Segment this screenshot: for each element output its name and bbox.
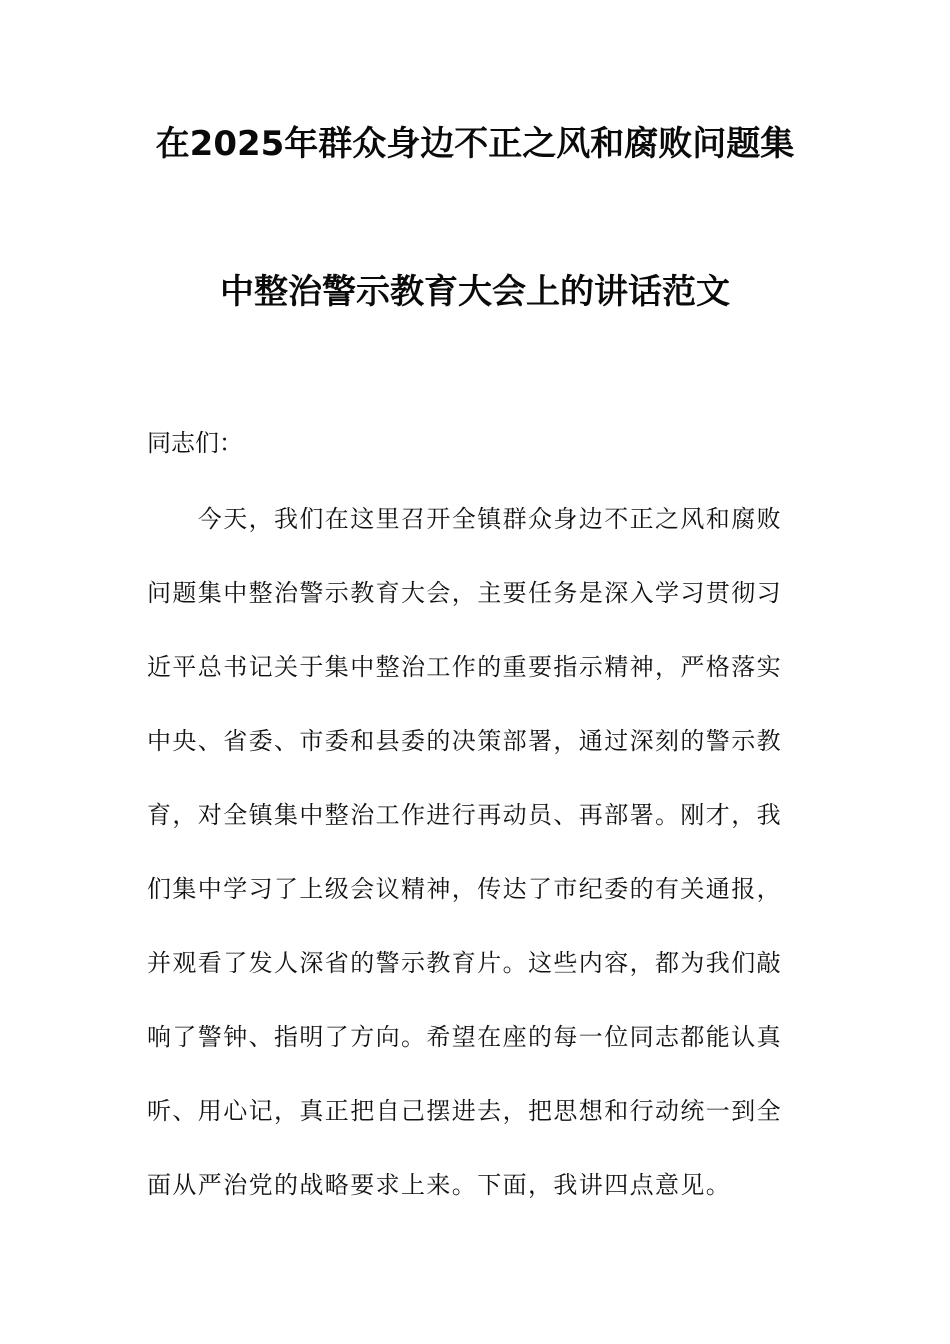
document-title-line-2: 中整治警示教育大会上的讲话范文	[220, 272, 730, 312]
body-paragraph	[147, 499, 787, 1239]
paragraph-line: 们集中学习了上级会议精神，传达了市纪委的有关通报，	[147, 875, 782, 903]
paragraph-line: 并观看了发人深省的警示教育片。这些内容，都为我们敲	[147, 949, 782, 977]
document-title-line-1: 在2025年群众身边不正之风和腐败问题集	[155, 124, 795, 164]
paragraph-line: 育，对全镇集中整治工作进行再动员、再部署。刚才，我	[147, 801, 782, 829]
paragraph-line: 中央、省委、市委和县委的决策部署，通过深刻的警示教	[147, 727, 782, 755]
salutation: 同志们：	[147, 429, 243, 457]
paragraph-line: 近平总书记关于集中整治工作的重要指示精神，严格落实	[147, 653, 782, 681]
paragraph-line: 听、用心记，真正把自己摆进去，把思想和行动统一到全	[147, 1097, 782, 1125]
paragraph-line: 面从严治党的战略要求上来。下面，我讲四点意见。	[147, 1171, 732, 1199]
paragraph-line: 今天，我们在这里召开全镇群众身边不正之风和腐败	[147, 505, 782, 533]
paragraph-line: 问题集中整治警示教育大会，主要任务是深入学习贯彻习	[147, 579, 782, 607]
paragraph-line: 响了警钟、指明了方向。希望在座的每一位同志都能认真	[147, 1023, 782, 1051]
